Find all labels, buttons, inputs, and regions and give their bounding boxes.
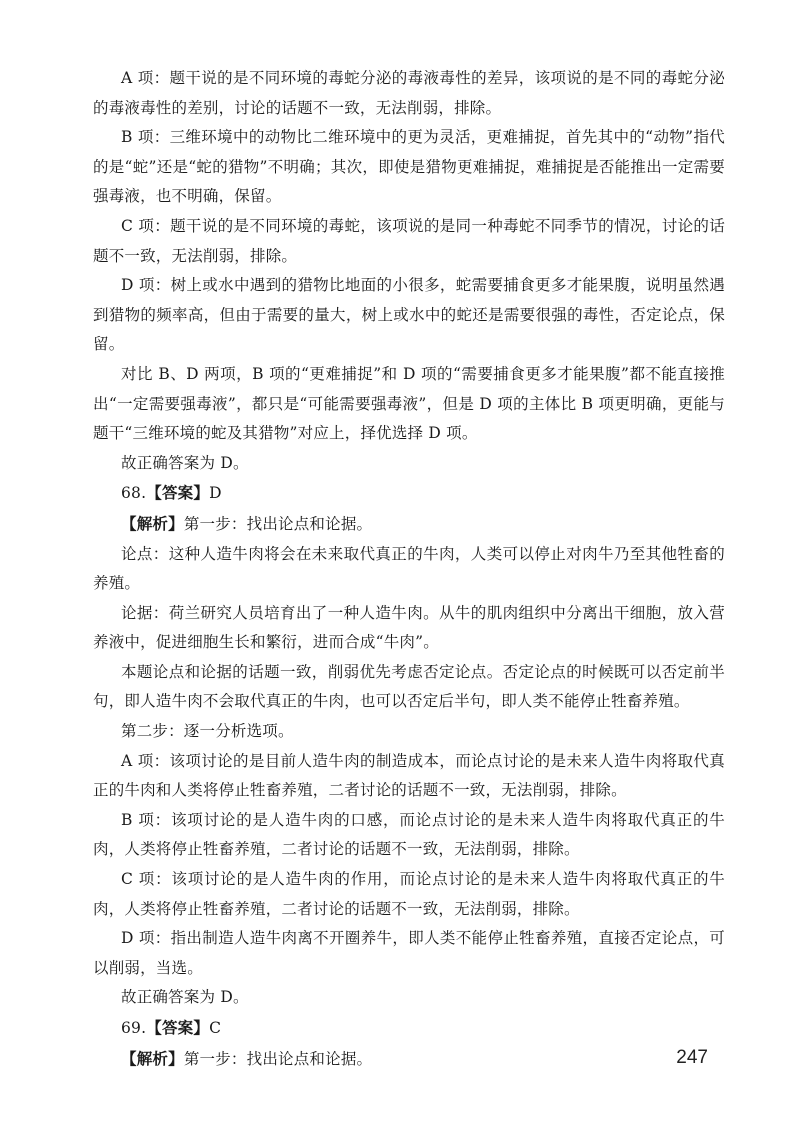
q68-answer-label: 【答案】 xyxy=(146,483,210,503)
page-content xyxy=(93,64,725,1074)
q68-answer-value: D xyxy=(209,484,222,503)
paragraph-q67-option-a: A 项：题干说的是不同环境的毒蛇分泌的毒液毒性的差异，该项说的是不同的毒蛇分泌的毒液毒性的差别，讨论的话题不一致，无法削弱，排除。 xyxy=(93,69,725,117)
q68-analysis-line xyxy=(93,509,725,540)
q69-analysis-text: 第一步：找出论点和论据。 xyxy=(183,1049,373,1068)
paragraph-q68-option-c: C 项：该项讨论的是人造牛肉的作用，而论点讨论的是未来人造牛肉将取代真正的牛肉，人类将停止牲畜养殖，二者讨论的话题不一致，无法削弱，排除。 xyxy=(93,870,725,918)
paragraph-q68-conclusion: 故正确答案为 D。 xyxy=(121,988,249,1007)
paragraph-q68-strategy: 本题论点和论据的话题一致，削弱优先考虑否定论点。否定论点的时候既可以否定前半句，即人造牛肉不会取代真正的牛肉，也可以否定后半句，即人类不能停止牲畜养殖。 xyxy=(93,662,725,711)
q69-number: 69. xyxy=(121,1019,147,1037)
q68-analysis-text: 第一步：找出论点和论据。 xyxy=(183,514,373,533)
q68-analysis-label: 【解析】 xyxy=(121,513,184,533)
paragraph-q67-option-c: C 项：题干说的是不同环境的毒蛇，该项说的是同一种毒蛇不同季节的情况，讨论的话题不一致，无法削弱，排除。 xyxy=(93,216,725,265)
paragraph-q67-comparison: 对比 B、D 两项，B 项的“更难捕捉”和 D 项的“需要捕食更多才能果腹”都不能直接推出“一定需要强毒液”，都只是“可能需要强毒液”，但是 D 项的主体比 B 项更明确，更能与题干“三维环境的蛇及其猎物”对应上，择优选择 D 项。 xyxy=(93,364,725,443)
q69-analysis-line xyxy=(93,1044,725,1075)
paragraph-q68-step-two: 第二步：逐一分析选项。 xyxy=(121,722,294,741)
q68-answer-line xyxy=(93,478,725,509)
q69-answer-value: C xyxy=(209,1019,222,1037)
paragraph-q67-conclusion: 故正确答案为 D。 xyxy=(121,453,249,472)
paragraph-q68-option-b: B 项：该项讨论的是人造牛肉的口感，而论点讨论的是未来人造牛肉将取代真正的牛肉，人类将停止牲畜养殖，二者讨论的话题不一致，无法削弱，排除。 xyxy=(93,810,725,859)
paragraph-q68-option-d: D 项：指出制造人造牛肉离不开圈养牛，即人类不能停止牲畜养殖，直接否定论点，可以削弱，当选。 xyxy=(93,929,725,977)
q68-number: 68. xyxy=(121,484,147,503)
paragraph-q67-option-b: B 项：三维环境中的动物比二维环境中的更为灵活，更难捕捉，首先其中的“动物”指代的是“蛇”还是“蛇的猎物”不明确；其次，即使是猎物更难捕捉，难捕捉是否能推出一定需要强毒液，也不明确，保留。 xyxy=(93,128,725,206)
paragraph-q67-option-d: D 项：树上或水中遇到的猎物比地面的小很多，蛇需要捕食更多才能果腹，说明虽然遇到猎物的频率高，但由于需要的量大，树上或水中的蛇还是需要很强的毒性，否定论点，保留。 xyxy=(93,276,725,354)
q69-answer-line xyxy=(93,1013,725,1044)
q69-answer-label: 【答案】 xyxy=(146,1018,210,1037)
paragraph-q68-evidence: 论据：荷兰研究人员培育出了一种人造牛肉。从牛的肌肉组织中分离出干细胞，放入营养液中，促进细胞生长和繁衍，进而合成“牛肉”。 xyxy=(93,603,725,652)
paragraph-q68-thesis: 论点：这种人造牛肉将会在未来取代真正的牛肉，人类可以停止对肉牛乃至其他牲畜的养殖。 xyxy=(93,544,725,593)
page-number: 247 xyxy=(676,1047,708,1068)
q69-analysis-label: 【解析】 xyxy=(121,1048,184,1068)
paragraph-q68-option-a: A 项：该项讨论的是目前人造牛肉的制造成本，而论点讨论的是未来人造牛肉将取代真正的牛肉和人类将停止牲畜养殖，二者讨论的话题不一致，无法削弱，排除。 xyxy=(93,751,725,800)
